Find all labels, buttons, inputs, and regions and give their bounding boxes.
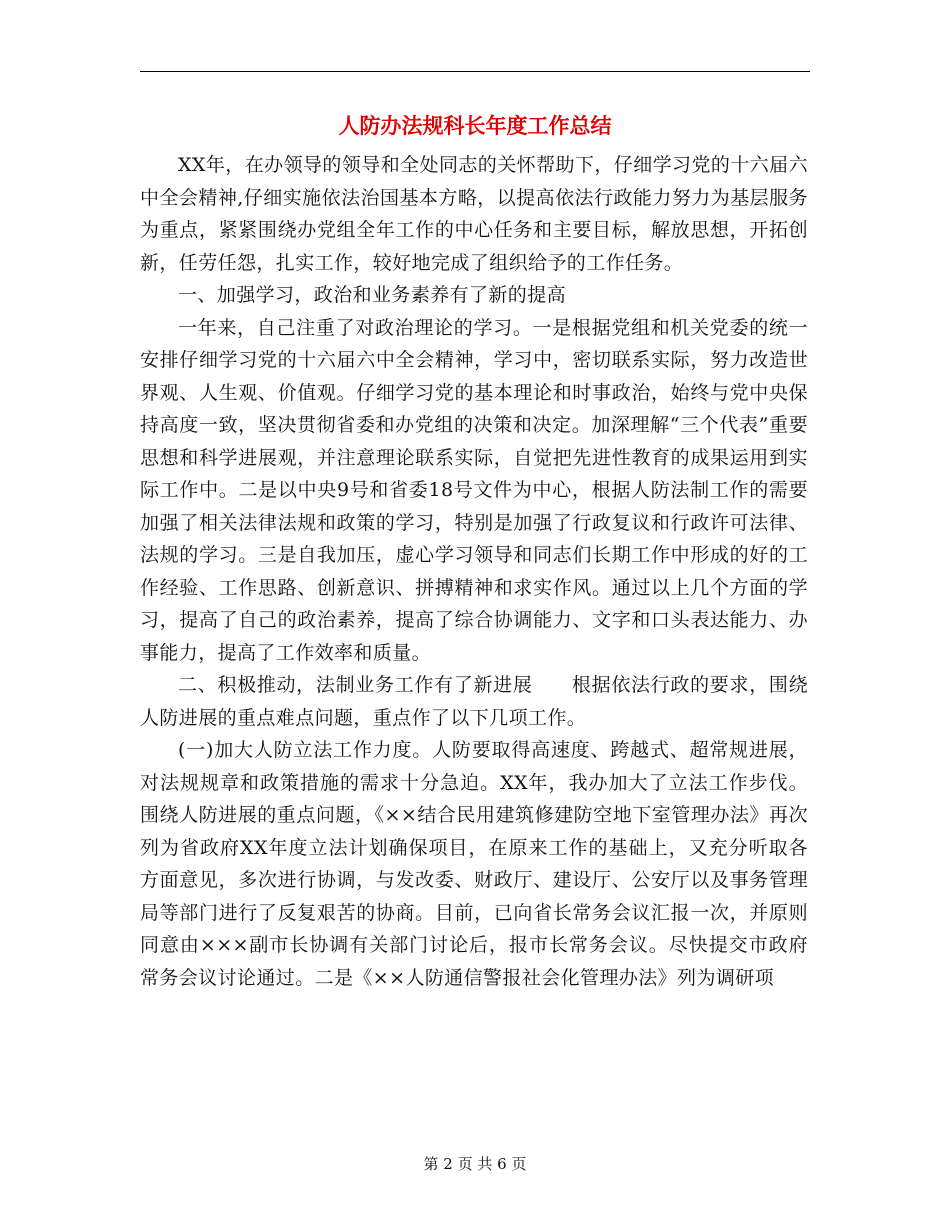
document-body [140, 149, 808, 994]
paragraph-legislation: (一)加大人防立法工作力度。人防要取得高速度、跨越式、超常规进展，对法规规章和政策措施的需求十分急迫。XX年，我办加大了立法工作步伐。围绕人防进展的重点问题，《××结合民用建筑修建防空地下室管理办法》再次列为省政府XX年度立法计划确保项目，在原来工作的基础上，又充分听取各方面意见，多次进行协调，与发改委、财政厅、建设厅、公安厅以及事务管理局等部门进行了反复艰苦的协商。目前，已向省长常务会议汇报一次，并原则同意由×××副市长协调有关部门讨论后，报市长常务会议。尽快提交市政府常务会议讨论通过。二是《××人防通信警报社会化管理办法》列为调研项 [140, 739, 808, 989]
page-footer: 第 2 页 共 6 页 [423, 1155, 527, 1173]
paragraph-study: 一年来，自己注重了对政治理论的学习。一是根据党组和机关党委的统一安排仔细学习党的十六届六中全会精神，学习中，密切联系实际，努力改造世界观、人生观、价值观。仔细学习党的基本理论和时事政治，始终与党中央保持高度一致，坚决贯彻省委和办党组的决策和决定。加深理解“三个代表”重要思想和科学进展观，并注意理论联系实际，自觉把先进性教育的成果运用到实际工作中。二是以中央9号和省委18号文件为中心，根据人防法制工作的需要加强了相关法律法规和政策的学习，特别是加强了行政复议和行政许可法律、法规的学习。三是自我加压，虚心学习领导和同志们长期工作中形成的好的工作经验、工作思路、创新意识、拼搏精神和求实作风。通过以上几个方面的学习，提高了自己的政治素养，提高了综合协调能力、文字和口头表达能力、办事能力，提高了工作效率和质量。 [140, 316, 808, 664]
section-heading-2: 二、积极推动，法制业务工作有了新进展 根据依法行政的要求，围绕人防进展的重点难点问题，重点作了以下几项工作。 [140, 674, 808, 729]
paragraph-intro: XX年，在办领导的领导和全处同志的关怀帮助下，仔细学习党的十六届六中全会精神,仔细实施依法治国基本方略，以提高依法行政能力努力为基层服务为重点，紧紧围绕办党组全年工作的中心任务和主要目标，解放思想，开拓创新，任劳任怨，扎实工作，较好地完成了组织给予的工作任务。 [140, 154, 808, 274]
header-rule [140, 71, 810, 72]
document-title: 人防办法规科长年度工作总结 [338, 114, 612, 138]
section-heading-1: 一、加强学习，政治和业务素养有了新的提高 [178, 284, 567, 306]
